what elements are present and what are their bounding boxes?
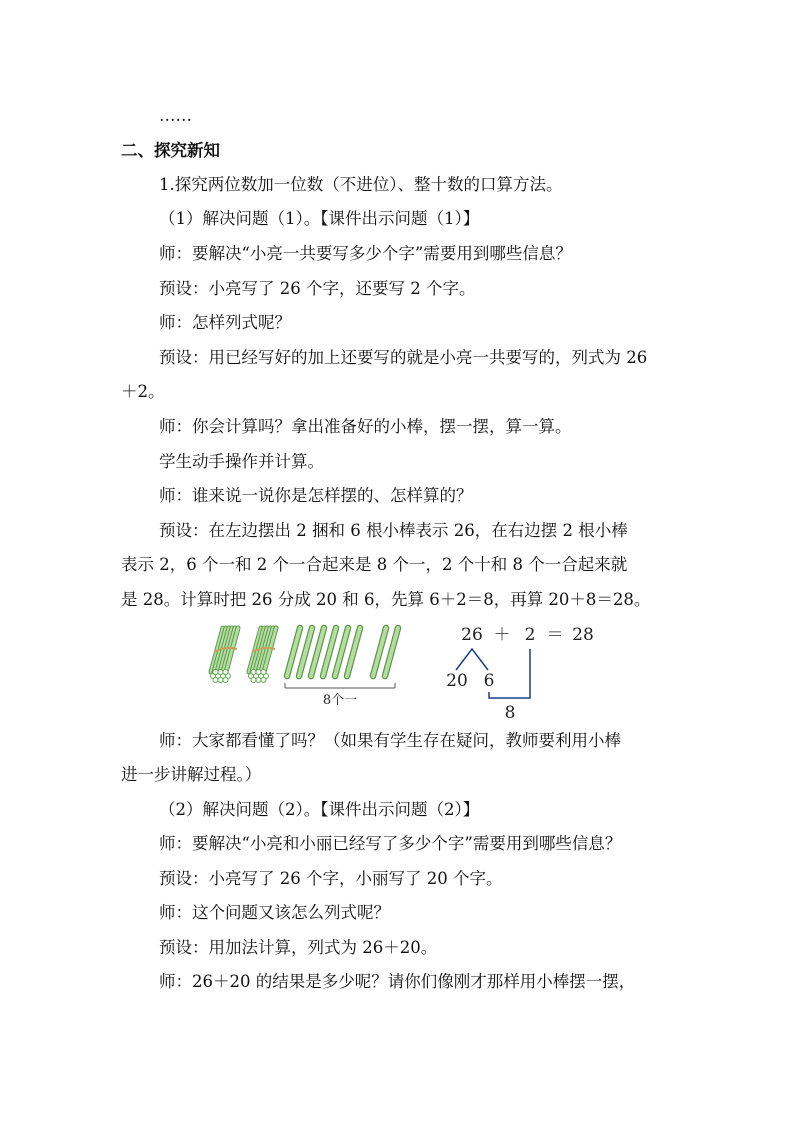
partial-sum: 8: [504, 703, 516, 722]
stick-bundle-1-end: [213, 669, 218, 674]
split-branch: [456, 649, 488, 670]
paragraph-line: 学生动手操作并计算。: [159, 452, 324, 471]
sticks-label: 8个一: [322, 693, 358, 708]
paragraph-line: ＋2。: [121, 382, 165, 401]
paragraph-line: 预设：小亮写了 26 个字，还要写 2 个字。: [159, 279, 476, 298]
eq-addend-a: 26: [461, 625, 483, 645]
paragraph-line: 表示 2，6 个一和 2 个一合起来是 8 个一，2 个十和 8 个一合起来就: [121, 555, 628, 574]
paragraph-line: （1）解决问题（1）。【课件出示问题（1）】: [159, 209, 480, 228]
stick-bundle-1-end: [223, 677, 228, 682]
ellipsis-line: ……: [159, 106, 192, 125]
paragraph-line: 进一步讲解过程。）: [121, 765, 262, 784]
paragraph-line: 师：大家都看懂了吗？（如果有学生存在疑问，教师要利用小棒: [159, 731, 621, 750]
eq-result: 28: [572, 625, 594, 645]
paragraph-line: 师：要解决“小亮和小丽已经写了多少个字”需要用到哪些信息？: [159, 834, 622, 853]
sticks-illustration: [205, 622, 625, 722]
paragraph-line: 预设：用已经写好的加上还要写的就是小亮一共要写的，列式为 26: [159, 348, 648, 367]
stick-bundle-2-end: [251, 669, 256, 674]
paragraph-line: 预设：在左边摆出 2 捆和 6 根小棒表示 26，在右边摆 2 根小棒: [159, 521, 628, 540]
paragraph-line: 预设：小亮写了 26 个字，小丽写了 20 个字。: [159, 869, 503, 888]
paragraph-line: 师：26＋20 的结果是多少呢？请你们像刚才那样用小棒摆一摆，: [159, 972, 636, 991]
paragraph-line: 师：怎样列式呢？: [159, 313, 291, 332]
eq-plus: ＋: [493, 625, 511, 645]
paragraph-line: 预设：用加法计算，列式为 26＋20。: [159, 938, 438, 957]
eq-equals: ＝: [546, 625, 564, 645]
stick-bundle-2-end: [261, 677, 266, 682]
paragraph-line: 师：要解决“小亮一共要写多少个字”需要用到哪些信息？: [159, 244, 572, 263]
stick-bundle-1-end: [223, 669, 228, 674]
paragraph-line: 师：谁来说一说你是怎样摆的、怎样算的？: [159, 486, 473, 505]
paragraph-line: （2）解决问题（2）。【课件出示问题（2）】: [159, 800, 480, 819]
section-heading: 二、探究新知: [121, 141, 220, 160]
split-tens: 20: [446, 671, 468, 691]
eq-addend-b: 2: [524, 625, 536, 645]
paragraph-line: 师：你会计算吗？拿出准备好的小棒，摆一摆，算一算。: [159, 417, 572, 436]
stick-bundle-1-end: [218, 669, 223, 674]
stick-bundle-1-end: [213, 677, 218, 682]
combine-line: [489, 649, 530, 698]
paragraph-line: 师：这个问题又该怎么列式呢？: [159, 903, 390, 922]
paragraph-line: 1.探究两位数加一位数（不进位）、整十数的口算方法。: [159, 175, 563, 194]
split-ones: 6: [483, 671, 495, 691]
stick-bundle-2-end: [251, 677, 256, 682]
sticks-group: [210, 628, 398, 683]
stick-bundle-2-end: [256, 677, 261, 682]
stick-bundle-1-end: [218, 677, 223, 682]
stick-bundle-2-end: [256, 669, 261, 674]
stick-bundle-2-end: [261, 669, 266, 674]
paragraph-line: 是 28。计算时把 26 分成 20 和 6，先算 6＋2＝8，再算 20＋8＝28。: [121, 590, 651, 609]
